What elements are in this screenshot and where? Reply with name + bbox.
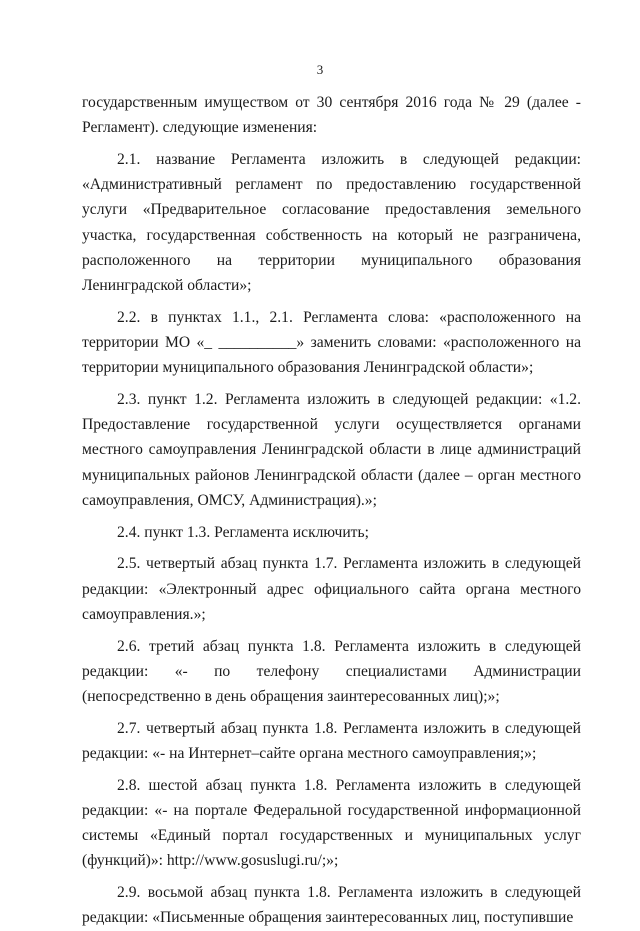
paragraph-2-5: 2.5. четвертый абзац пункта 1.7. Регламента изложить в следующей редакции: «Электронный адрес официального сайта органа местного самоуправления.»; [82, 555, 581, 623]
paragraph-2-7: 2.7. четвертый абзац пункта 1.8. Регламента изложить в следующей редакции: «- на Интернет–сайте органа местного самоуправления;»; [82, 719, 581, 763]
document-body [82, 90, 581, 931]
paragraph-2-2: 2.2. в пунктах 1.1., 2.1. Регламента слова: «расположенного на территории МО «_ __________» заменить словами: «расположенного на территории муниципального образования Ленинградской области»; [82, 308, 581, 377]
paragraph-2-8: 2.8. шестой абзац пункта 1.8. Регламента изложить в следующей редакции: «- на портале Федеральной государственной информационной системы «Единый портал государственных и муниципальных услуг (функций)»: http://www.gosuslugi.ru/;»; [82, 776, 581, 870]
page-number: 3 [316, 62, 324, 77]
paragraph-2-4: 2.4. пункт 1.3. Регламента исключить; [117, 523, 369, 541]
paragraph-2-9: 2.9. восьмой абзац пункта 1.8. Регламента изложить в следующей редакции: «Письменные обращения заинтересованных лиц, поступившие [82, 884, 581, 927]
paragraph-2-6: 2.6. третий абзац пункта 1.8. Регламента изложить в следующей редакции: «- по телефону специалистами Администрации (непосредственно в день обращения заинтересованных лиц);»; [82, 637, 581, 706]
paragraph-2-3: 2.3. пункт 1.2. Регламента изложить в следующей редакции: «1.2. Предоставление государственной услуги осуществляется органами местного самоуправления Ленинградской области в лице администраций муниципальных районов Ленинградской области (далее – орган местного самоуправления, ОМСУ, Администрация).»; [82, 391, 581, 509]
paragraph-2-1: 2.1. название Регламента изложить в следующей редакции: «Административный регламент по предоставлению государственной услуги «Предварительное согласование предоставления земельного участка, государственная собственность на который не разграничена, расположенного на территории муниципального образования Ленинградской области»; [82, 151, 581, 295]
paragraph-intro: государственным имуществом от 30 сентября 2016 года № 29 (далее - Регламент). следующие изменения: [82, 94, 581, 137]
